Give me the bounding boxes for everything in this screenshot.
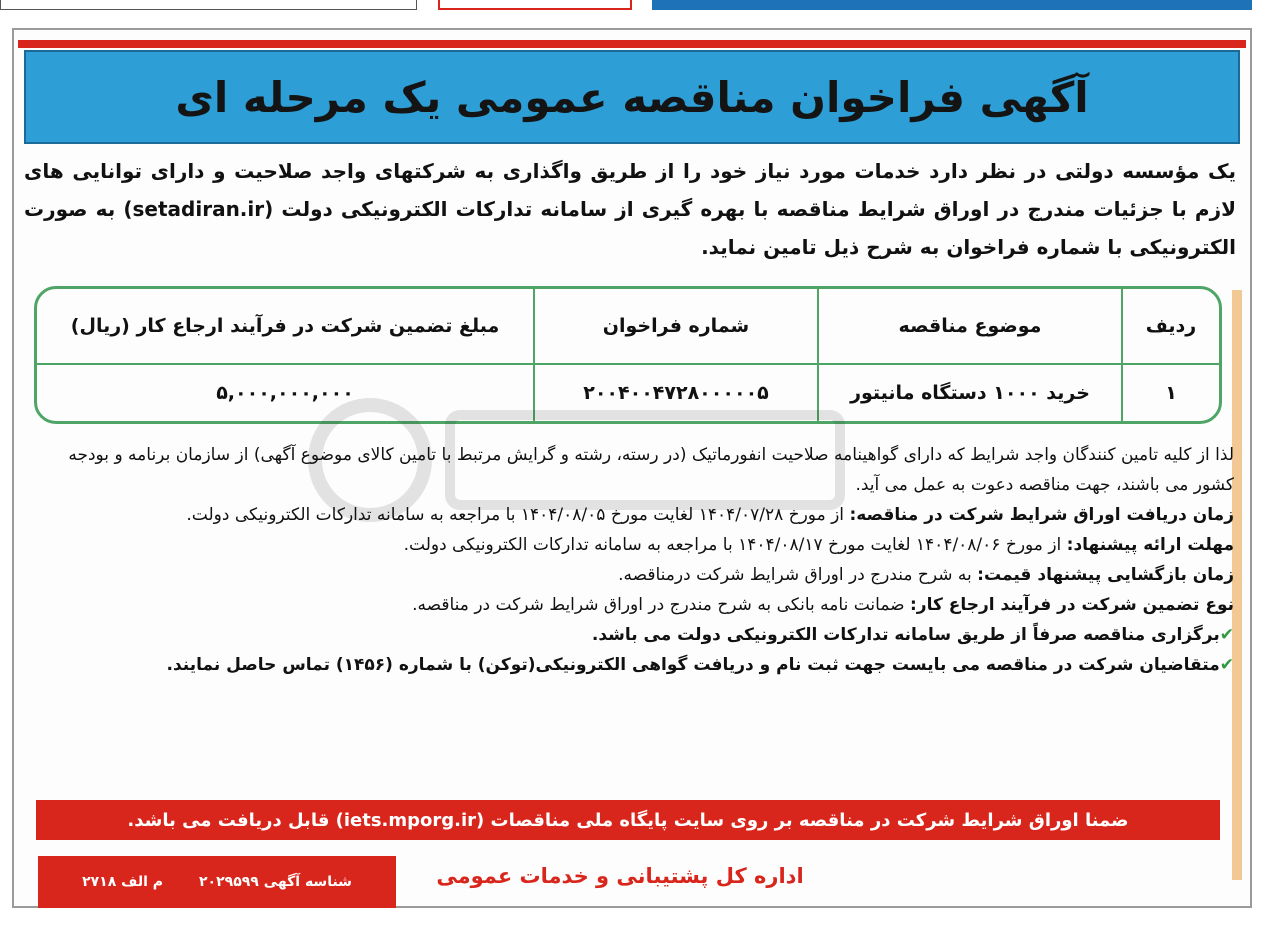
cell-guarantee: ۵,۰۰۰,۰۰۰,۰۰۰ — [37, 364, 534, 421]
department-name-box — [410, 856, 830, 896]
paragraph-receive-docs — [24, 500, 1234, 530]
bullet-text-1: برگزاری مناقصه صرفاً از طریق سامانه تدارکات الکترونیکی دولت می باشد. — [591, 625, 1220, 645]
download-banner — [36, 800, 1220, 840]
header-row-number: ردیف — [1122, 289, 1219, 364]
table-row — [37, 364, 1219, 421]
bullet-item — [24, 620, 1234, 650]
page-title: آگهی فراخوان مناقصه عمومی یک مرحله ای — [175, 72, 1089, 122]
tender-table — [34, 286, 1222, 424]
top-strip-right — [652, 0, 1252, 10]
ad-id: شناسه آگهی ۲۰۲۹۵۹۹ — [199, 874, 352, 890]
title-banner — [24, 50, 1240, 144]
cell-row-number: ۱ — [1122, 364, 1219, 421]
header-guarantee: مبلغ تضمین شرکت در فرآیند ارجاع کار (ریال) — [37, 289, 534, 364]
bullet-item — [24, 650, 1234, 680]
paragraph-submission-deadline — [24, 530, 1234, 560]
header-subject: موضوع مناقصه — [818, 289, 1122, 364]
guarantee-type-label: نوع تضمین شرکت در فرآیند ارجاع کار: — [909, 595, 1234, 615]
paragraph-invitation: لذا از کلیه تامین کنندگان واجد شرایط که دارای گواهینامه صلاحیت انفورماتیک (در رسته، رشته و گرایش مرتبط با تامین کالای موضوع آگهی) از سازمان برنامه و بودجه کشور می باشند، جهت مناقصه دعوت به عمل می آید. — [68, 445, 1234, 495]
checkmark-icon: ✔ — [1219, 655, 1234, 675]
cell-call-number: ۲۰۰۴۰۰۴۷۲۸۰۰۰۰۰۵ — [534, 364, 818, 421]
checkmark-icon: ✔ — [1219, 625, 1234, 645]
ad-id-box — [38, 856, 396, 908]
receive-docs-label: زمان دریافت اوراق شرایط شرکت در مناقصه: — [849, 505, 1234, 525]
opening-time-label: زمان بازگشایی پیشنهاد قیمت: — [977, 565, 1234, 585]
top-strip-middle — [438, 0, 632, 10]
receive-docs-text: از مورخ ۱۴۰۴/۰۷/۲۸ لغایت مورخ ۱۴۰۴/۰۸/۰۵ با مراجعه به سامانه تدارکات الکترونیکی دولت. — [186, 505, 850, 525]
top-strip-left — [0, 0, 417, 10]
cell-subject: خرید ۱۰۰۰ دستگاه مانیتور — [818, 364, 1122, 421]
ad-code: م الف ۲۷۱۸ — [82, 874, 164, 890]
paragraph-opening-time — [24, 560, 1234, 590]
guarantee-type-text: ضمانت نامه بانکی به شرح مندرج در اوراق شرایط شرکت در مناقصه. — [412, 595, 910, 615]
top-red-rule — [18, 40, 1246, 48]
bullet-text-2: متقاضیان شرکت در مناقصه می بایست جهت ثبت نام و دریافت گواهی الکترونیکی(توکن) با شماره (۱۴۵۶) تماس حاصل نمایند. — [166, 655, 1220, 675]
download-banner-text: ضمنا اوراق شرایط شرکت در مناقصه بر روی سایت پایگاه ملی مناقصات (iets.mporg.ir) قابل دریافت می باشد. — [127, 809, 1129, 831]
intro-paragraph: یک مؤسسه دولتی در نظر دارد خدمات مورد نیاز خود را از طریق واگذاری به شرکتهای واجد صلاحیت و دارای توانایی های لازم با جزئیات مندرج در اوراق شرایط مناقصه با بهره گیری از سامانه تدارکات الکترونیکی دولت (setadiran.ir) به صورت الکترونیکی با شماره فراخوان به شرح ذیل تامین نماید. — [24, 159, 1236, 259]
header-call-number: شماره فراخوان — [534, 289, 818, 364]
department-name: اداره کل پشتیبانی و خدمات عمومی — [436, 864, 804, 888]
submission-deadline-label: مهلت ارائه پیشنهاد: — [1066, 535, 1234, 555]
table-header-row — [37, 289, 1219, 364]
opening-time-text: به شرح مندرج در اوراق شرایط شرکت درمناقصه. — [618, 565, 978, 585]
body-text — [24, 440, 1234, 680]
submission-deadline-text: از مورخ ۱۴۰۴/۰۸/۰۶ لغایت مورخ ۱۴۰۴/۰۸/۱۷ با مراجعه به سامانه تدارکات الکترونیکی دولت. — [403, 535, 1067, 555]
paragraph-guarantee-type — [24, 590, 1234, 620]
